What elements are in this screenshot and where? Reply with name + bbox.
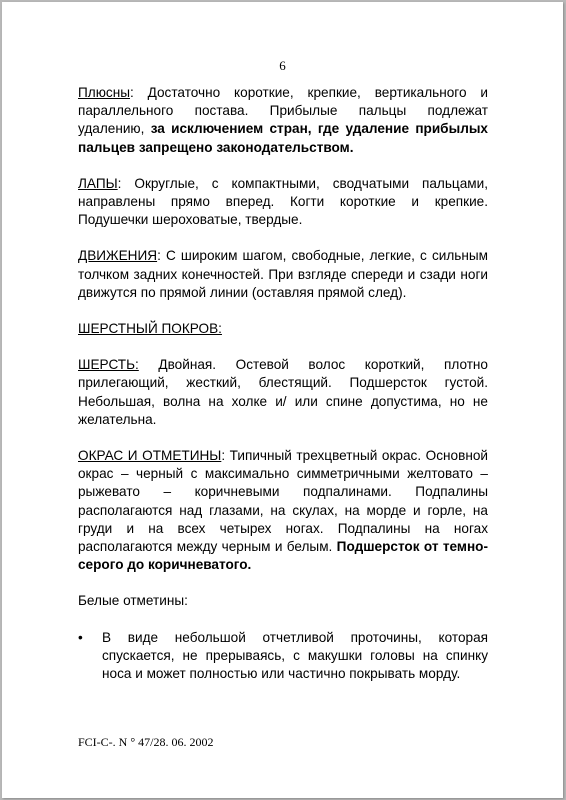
white-marks-intro bbox=[78, 592, 488, 610]
white-marks-item-text: В виде небольшой отчетливой проточины, которая спускается, не прерываясь, с макушки головы на спинку носа и может полностью или частично покрывать морду. bbox=[102, 629, 488, 682]
section-plusny bbox=[78, 84, 488, 157]
text-dvizheniya: : С широким шагом, свободные, легкие, с сильным толчком задних конечностей. При взгляде спереди и сзади ноги движутся по прямой линии (оставляя прямой след). bbox=[78, 248, 488, 300]
text-lapy: : Округлые, с компактными, сводчатыми пальцами, направлены прямо вперед. Когти короткие и крепкие. Подушечки шероховатые, твердые. bbox=[78, 175, 488, 228]
term-okras: ОКРАС И ОТМЕТИНЫ bbox=[78, 448, 222, 464]
section-lapy bbox=[78, 175, 488, 230]
term-lapy: ЛАПЫ bbox=[78, 175, 118, 191]
bullet-icon: • bbox=[78, 629, 83, 645]
term-dvizheniya: ДВИЖЕНИЯ bbox=[78, 248, 158, 264]
term-sherst: ШЕРСТЬ: bbox=[78, 357, 139, 373]
section-sherstny-pokrov bbox=[78, 320, 488, 338]
section-sherst bbox=[78, 356, 488, 429]
term-plusny: Плюсны bbox=[78, 85, 130, 100]
section-okras bbox=[78, 447, 488, 574]
bold-plusny: за исключением стран, где удаление прибылых пальцев запрещено законодательством. bbox=[78, 121, 488, 155]
white-marks-list-item bbox=[78, 629, 488, 684]
document-content bbox=[78, 84, 488, 683]
section-dvizheniya bbox=[78, 247, 488, 302]
text-okras: : Типичный трехцветный окрас. Основной окрас – черный с максимально симметричными желтовато – рыжевато – коричневыми подпалинами. Подпалины располагаются над глазами, на скулах, на морде и горле, на груди и на всех четырех ногах. Подпалины на ногах располагаются между черным и белым. bbox=[78, 448, 488, 555]
page-number: 6 bbox=[279, 58, 286, 73]
footer: FCI-C-. N ° 47/28. 06. 2002 bbox=[78, 735, 214, 749]
heading-sherstny-pokrov: ШЕРСТНЫЙ ПОКРОВ: bbox=[78, 321, 222, 337]
white-marks-intro-text: Белые отметины: bbox=[78, 593, 188, 609]
bold-okras: Подшерсток от темно-серого до коричневатого. bbox=[78, 539, 488, 573]
text-plusny: : Достаточно короткие, крепкие, вертикального и параллельного постава. Прибылые пальцы подлежат удалению, bbox=[78, 85, 488, 137]
text-sherst: Двойная. Остевой волос короткий, плотно прилегающий, жесткий, блестящий. Подшерсток густой. Небольшая, волна на холке и/ или спине допустима, но не желательна. bbox=[78, 357, 488, 427]
document-page bbox=[2, 2, 563, 798]
